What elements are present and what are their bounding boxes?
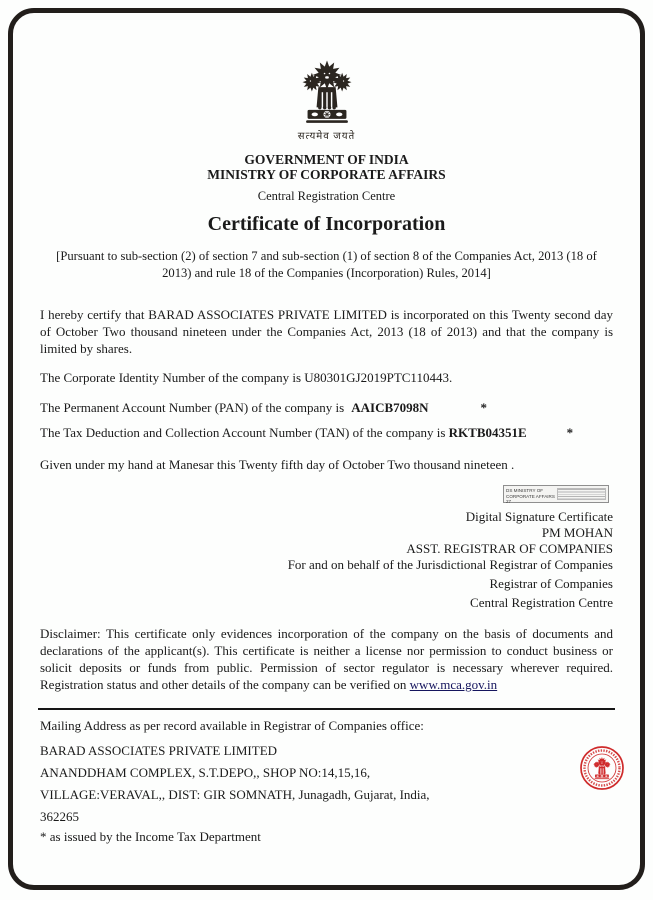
signatory-details — [40, 509, 613, 611]
mca-website-link[interactable]: www.mca.gov.in — [409, 677, 498, 692]
ministry-heading: MINISTRY OF CORPORATE AFFAIRS — [207, 167, 446, 182]
disclaimer-paragraph — [40, 625, 613, 693]
tan-line — [40, 424, 613, 441]
mailing-company-name: BARAD ASSOCIATES PRIVATE LIMITED — [40, 743, 278, 758]
ds-stamp-fineprint-lines — [557, 488, 606, 500]
central-registration-centre-sign-label: Central Registration Centre — [470, 595, 613, 610]
certificate-title: Certificate of Incorporation — [207, 213, 446, 235]
header-emblem-block — [40, 56, 613, 142]
disclaimer-text: Disclaimer: This certificate only evidences incorporation of the company on the basis of documents and declarations of the applicant(s). This certificate is neither a license nor permission to conduct business or solicit deposits or funds from public. Permission of sector regulator is necessary wherever required. Registration status and other details of the company can be verified on — [40, 626, 613, 692]
section-divider — [38, 708, 615, 710]
ashoka-lion-capital-icon — [291, 56, 363, 127]
mailing-address-section — [40, 717, 613, 824]
red-round-seal-icon — [579, 745, 625, 791]
given-under-hand-line: Given under my hand at Manesar this Twenty fifth day of October Two thousand nineteen . — [40, 457, 515, 472]
tan-value: RKTB04351E — [448, 425, 527, 440]
signatory-name: PM MOHAN — [541, 525, 613, 540]
digital-signature-stamp — [503, 485, 609, 503]
incorporation-statement: I hereby certify that BARAD ASSOCIATES PRIVATE LIMITED is incorporated on this Twenty second day of October Two thousand nineteen under the Companies Act, 2013 (18 of 2013) and that the company is limited by shares. — [40, 307, 613, 356]
pursuant-clause: [Pursuant to sub-section (2) of section 7 and sub-section (1) of section 8 of the Companies Act, 2013 (18 of 2013) and rule 18 of the Companies (Incorporation) Rules, 2014] — [56, 249, 597, 280]
government-of-india-heading: GOVERNMENT OF INDIA — [244, 152, 409, 167]
ds-stamp-label: DS MINISTRY OF CORPORATE AFFAIRS 27 — [506, 488, 555, 505]
footnote-pan-tan-source: * as issued by the Income Tax Department — [40, 829, 261, 844]
mailing-address-label: Mailing Address as per record available in Registrar of Companies office: — [40, 718, 424, 733]
mailing-address-pincode: 362265 — [40, 809, 79, 824]
tan-prefix: The Tax Deduction and Collection Account Number (TAN) of the company is — [40, 425, 446, 440]
registrar-of-companies-label: Registrar of Companies — [489, 576, 613, 591]
pan-asterisk: * — [480, 400, 488, 415]
pan-line — [40, 399, 613, 416]
central-registration-centre-label: Central Registration Centre — [257, 189, 396, 203]
digital-signature-certificate-label: Digital Signature Certificate — [465, 509, 613, 524]
cin-line: The Corporate Identity Number of the company is U80301GJ2019PTC110443. — [40, 370, 453, 385]
emblem-motto: सत्यमेव जयते — [297, 131, 356, 142]
mailing-address-line-2: VILLAGE:VERAVAL,, DIST: GIR SOMNATH, Junagadh, Gujarat, India, — [40, 787, 430, 802]
pan-prefix: The Permanent Account Number (PAN) of the company is — [40, 400, 345, 415]
pan-value: AAICB7098N — [351, 400, 429, 415]
signature-block — [40, 485, 613, 611]
signatory-designation: ASST. REGISTRAR OF COMPANIES — [406, 541, 613, 556]
tan-asterisk: * — [566, 425, 574, 440]
mailing-address-line-1: ANANDDHAM COMPLEX, S.T.DEPO,, SHOP NO:14,15,16, — [40, 765, 371, 780]
on-behalf-line: For and on behalf of the Jurisdictional Registrar of Companies — [287, 557, 613, 572]
